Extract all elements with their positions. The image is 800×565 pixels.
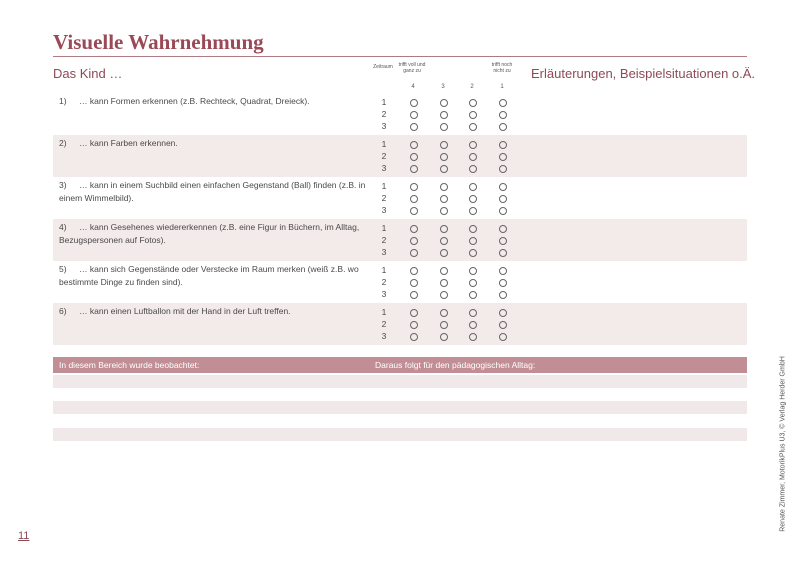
rating-radio-4[interactable] — [410, 111, 418, 119]
rating-radio-3[interactable] — [440, 123, 448, 131]
rating-radio-4[interactable] — [410, 123, 418, 131]
period-number: 3 — [381, 331, 387, 341]
rating-radio-4[interactable] — [410, 309, 418, 317]
rating-radio-1[interactable] — [499, 123, 507, 131]
rating-radio-2[interactable] — [469, 309, 477, 317]
rating-radio-4[interactable] — [410, 99, 418, 107]
rating-radio-2[interactable] — [469, 267, 477, 275]
rating-radio-3[interactable] — [440, 321, 448, 329]
notes-line[interactable] — [53, 428, 747, 441]
period-number: 2 — [381, 151, 387, 161]
rating-radio-1[interactable] — [499, 207, 507, 215]
rating-radio-1[interactable] — [499, 183, 507, 191]
rating-radio-1[interactable] — [499, 279, 507, 287]
rating-radio-2[interactable] — [469, 291, 477, 299]
rating-radio-2[interactable] — [469, 321, 477, 329]
rating-radio-2[interactable] — [469, 153, 477, 161]
rating-radio-1[interactable] — [499, 291, 507, 299]
question-row — [53, 93, 747, 135]
rating-radio-4[interactable] — [410, 165, 418, 173]
period-number: 3 — [381, 289, 387, 299]
rating-radio-4[interactable] — [410, 225, 418, 233]
rating-radio-4[interactable] — [410, 195, 418, 203]
rating-radio-2[interactable] — [469, 99, 477, 107]
question-text — [59, 95, 369, 108]
trifft-voll-header: trifft voll und ganz zu — [398, 62, 426, 74]
rating-radio-2[interactable] — [469, 183, 477, 191]
rating-radio-2[interactable] — [469, 123, 477, 131]
rating-radio-4[interactable] — [410, 141, 418, 149]
page-title: Visuelle Wahrnehmung — [53, 30, 264, 54]
period-number: 1 — [381, 139, 387, 149]
period-number: 3 — [381, 247, 387, 257]
rating-radio-2[interactable] — [469, 165, 477, 173]
rating-radio-1[interactable] — [499, 141, 507, 149]
question-number: 2) — [59, 138, 67, 148]
question-row — [53, 135, 747, 177]
rating-radio-2[interactable] — [469, 237, 477, 245]
rating-radio-3[interactable] — [440, 111, 448, 119]
rating-radio-1[interactable] — [499, 249, 507, 257]
question-label: … kann in einem Suchbild einen einfachen Gegenstand (Ball) finden (z.B. in einem Wimmelbild). — [59, 180, 366, 203]
rating-radio-2[interactable] — [469, 141, 477, 149]
rating-radio-1[interactable] — [499, 195, 507, 203]
question-text — [59, 263, 369, 289]
rating-radio-4[interactable] — [410, 321, 418, 329]
rating-radio-3[interactable] — [440, 333, 448, 341]
scale-4: 4 — [411, 84, 415, 90]
question-text — [59, 179, 369, 205]
notes-line[interactable] — [53, 401, 747, 414]
rating-radio-1[interactable] — [499, 321, 507, 329]
rating-radio-3[interactable] — [440, 225, 448, 233]
rating-radio-1[interactable] — [499, 111, 507, 119]
rating-radio-3[interactable] — [440, 141, 448, 149]
question-label: … kann einen Luftballon mit der Hand in der Luft treffen. — [79, 306, 291, 316]
rating-radio-3[interactable] — [440, 249, 448, 257]
rating-radio-1[interactable] — [499, 267, 507, 275]
rating-radio-4[interactable] — [410, 333, 418, 341]
rating-radio-4[interactable] — [410, 207, 418, 215]
rating-radio-2[interactable] — [469, 249, 477, 257]
question-label: … kann Gesehenes wiedererkennen (z.B. eine Figur in Büchern, im Alltag, Bezugspersonen auf Fotos). — [59, 222, 360, 245]
question-label: … kann Formen erkennen (z.B. Rechteck, Quadrat, Dreieck). — [79, 96, 310, 106]
rating-radio-4[interactable] — [410, 153, 418, 161]
period-number: 1 — [381, 265, 387, 275]
rating-radio-1[interactable] — [499, 165, 507, 173]
rating-radio-1[interactable] — [499, 309, 507, 317]
rating-radio-3[interactable] — [440, 99, 448, 107]
rating-radio-2[interactable] — [469, 333, 477, 341]
rating-radio-4[interactable] — [410, 183, 418, 191]
question-row — [53, 177, 747, 219]
rating-radio-1[interactable] — [499, 237, 507, 245]
question-text — [59, 137, 369, 150]
rating-radio-2[interactable] — [469, 207, 477, 215]
question-number: 1) — [59, 96, 67, 106]
period-number: 2 — [381, 277, 387, 287]
scale-3: 3 — [441, 84, 445, 90]
zeitraum-header: Zeitraum — [373, 64, 393, 70]
rating-radio-4[interactable] — [410, 249, 418, 257]
period-number: 3 — [381, 121, 387, 131]
rating-radio-3[interactable] — [440, 153, 448, 161]
rating-radio-2[interactable] — [469, 111, 477, 119]
trifft-nicht-header: trifft noch nicht zu — [491, 62, 513, 74]
rating-radio-3[interactable] — [440, 207, 448, 215]
period-number: 2 — [381, 109, 387, 119]
question-text — [59, 221, 369, 247]
question-row — [53, 303, 747, 345]
observation-bar — [53, 357, 747, 373]
notes-line[interactable] — [53, 375, 747, 388]
rating-radio-3[interactable] — [440, 279, 448, 287]
rating-radio-2[interactable] — [469, 279, 477, 287]
pedagogical-consequence-label: Daraus folgt für den pädagogischen Alltag: — [375, 360, 536, 370]
period-number: 3 — [381, 205, 387, 215]
page-number: 11 — [18, 530, 30, 542]
rating-radio-1[interactable] — [499, 99, 507, 107]
rating-radio-1[interactable] — [499, 225, 507, 233]
question-label: … kann Farben erkennen. — [79, 138, 178, 148]
question-row — [53, 219, 747, 261]
rating-radio-4[interactable] — [410, 279, 418, 287]
rating-radio-3[interactable] — [440, 237, 448, 245]
question-text — [59, 305, 369, 318]
right-column-header: Erläuterungen, Beispielsituationen o.Ä. — [531, 66, 756, 81]
question-number: 3) — [59, 180, 67, 190]
scale-2: 2 — [470, 84, 474, 90]
title-divider — [53, 56, 747, 57]
rating-radio-3[interactable] — [440, 267, 448, 275]
question-row — [53, 261, 747, 303]
rating-radio-3[interactable] — [440, 309, 448, 317]
period-number: 2 — [381, 235, 387, 245]
left-column-header: Das Kind … — [53, 66, 123, 81]
period-number: 1 — [381, 223, 387, 233]
copyright-credit: Renate Zimmer, MotorikPlus U3, © Verlag Herder GmbH — [779, 356, 787, 532]
rating-radio-3[interactable] — [440, 165, 448, 173]
period-number: 3 — [381, 163, 387, 173]
scale-1: 1 — [500, 84, 504, 90]
question-number: 6) — [59, 306, 67, 316]
period-number: 2 — [381, 193, 387, 203]
observed-area-label: In diesem Bereich wurde beobachtet: — [59, 360, 200, 370]
rating-radio-1[interactable] — [499, 333, 507, 341]
rating-radio-4[interactable] — [410, 237, 418, 245]
rating-radio-4[interactable] — [410, 267, 418, 275]
period-number: 2 — [381, 319, 387, 329]
question-number: 4) — [59, 222, 67, 232]
rating-radio-2[interactable] — [469, 225, 477, 233]
question-label: … kann sich Gegenstände oder Verstecke im Raum merken (weiß z.B. wo bestimmte Dinge zu finden sind). — [59, 264, 359, 287]
rating-radio-3[interactable] — [440, 195, 448, 203]
period-number: 1 — [381, 97, 387, 107]
rating-radio-4[interactable] — [410, 291, 418, 299]
rating-radio-3[interactable] — [440, 183, 448, 191]
rating-radio-3[interactable] — [440, 291, 448, 299]
question-number: 5) — [59, 264, 67, 274]
period-number: 1 — [381, 181, 387, 191]
rating-radio-1[interactable] — [499, 153, 507, 161]
period-number: 1 — [381, 307, 387, 317]
rating-radio-2[interactable] — [469, 195, 477, 203]
